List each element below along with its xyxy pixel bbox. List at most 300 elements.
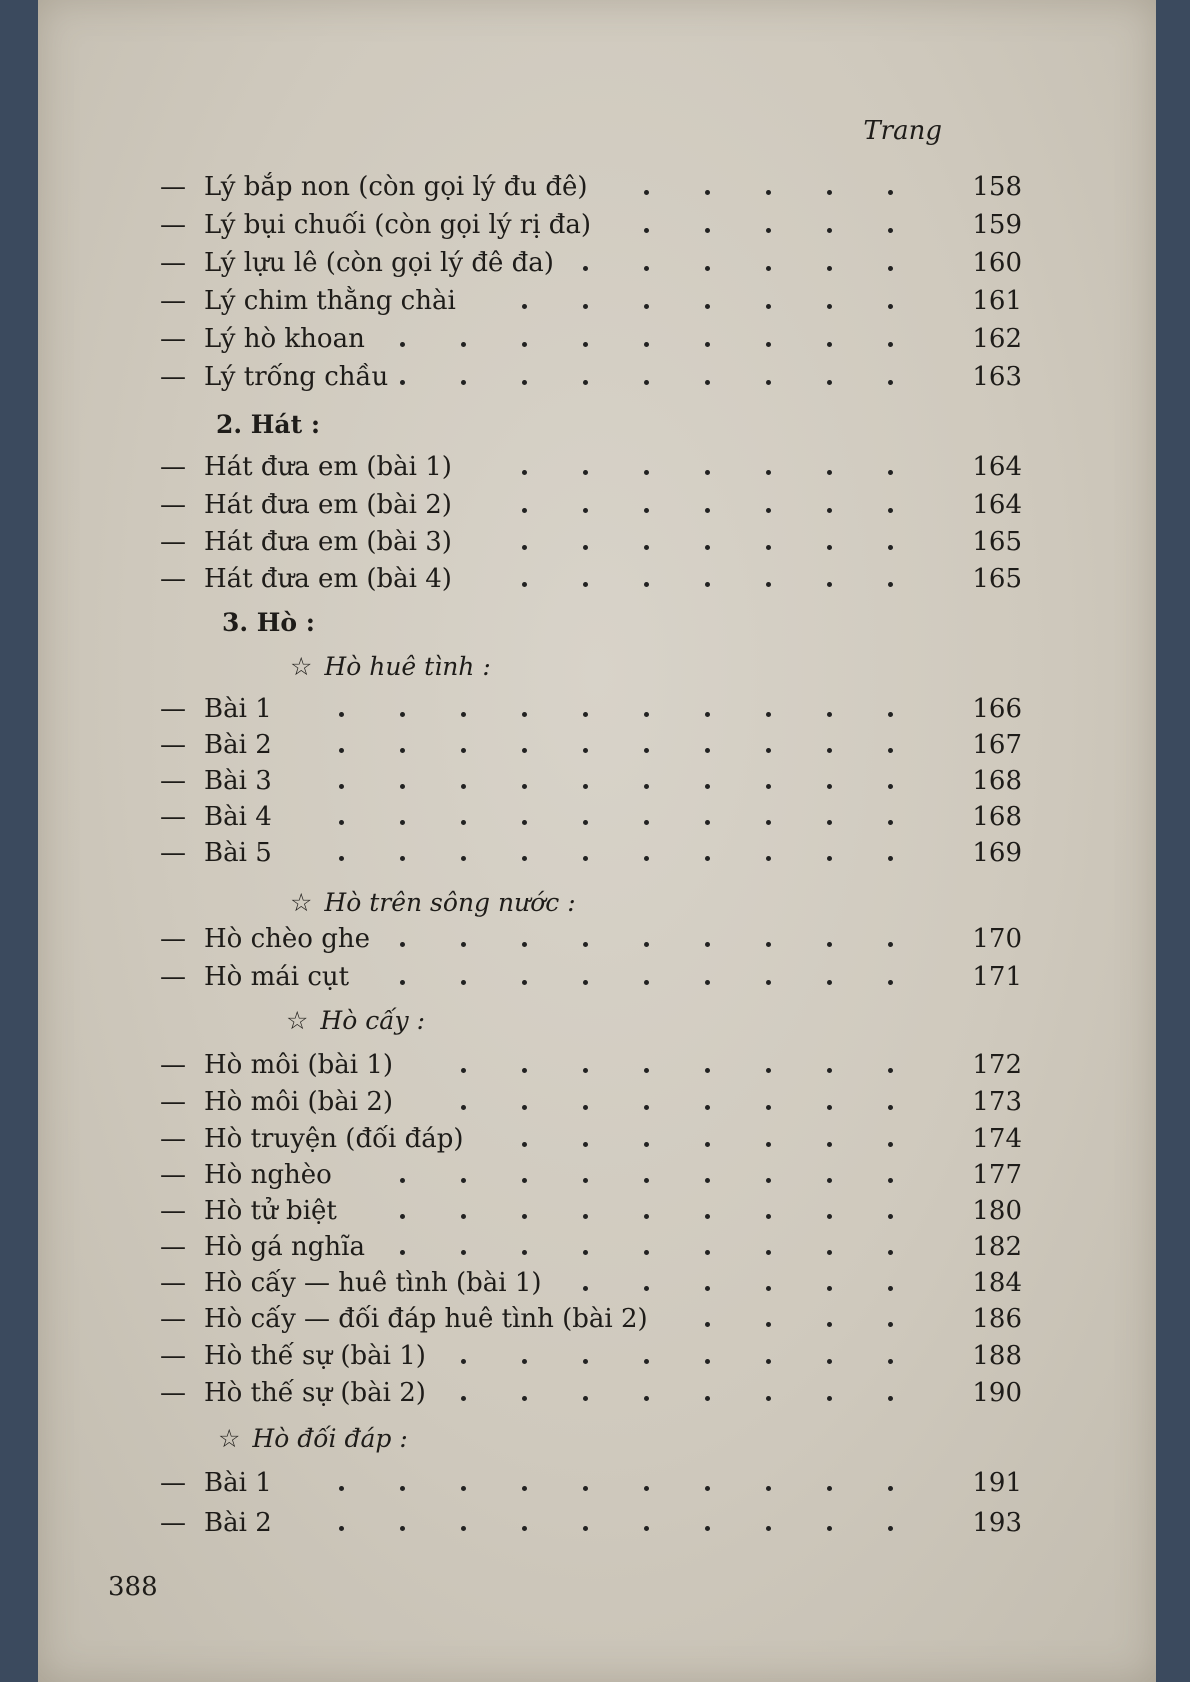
leader-dots [160, 1134, 1000, 1154]
leader-dot [705, 508, 710, 513]
toc-entry [160, 172, 1030, 210]
leader-dot [827, 582, 832, 587]
toc-entry [160, 924, 1030, 962]
leader-dot [705, 1178, 710, 1183]
leader-dot [705, 266, 710, 271]
entry-dash: — [160, 1196, 186, 1226]
entry-dash: — [160, 766, 186, 796]
entry-dash: — [160, 172, 186, 202]
leader-dot [827, 712, 832, 717]
leader-dot [522, 820, 527, 825]
leader-dot [644, 1105, 649, 1110]
leader-dot [583, 380, 588, 385]
toc-entry [160, 766, 1030, 804]
leader-dot [644, 1178, 649, 1183]
leader-dot [461, 1068, 466, 1073]
leader-dot [705, 856, 710, 861]
entry-title: Hò gá nghĩa [204, 1232, 365, 1262]
leader-dot [461, 1250, 466, 1255]
page-number: 388 [108, 1572, 158, 1602]
leader-dots [160, 500, 1000, 520]
leader-dot [522, 342, 527, 347]
entry-title: Hò mái cụt [204, 962, 350, 992]
entry-title: Hò môi (bài 2) [204, 1087, 394, 1117]
entry-dash: — [160, 1468, 186, 1498]
leader-dot [827, 1250, 832, 1255]
toc-entry [160, 1232, 1030, 1270]
section-heading-hat: 2. Hát : [216, 410, 321, 439]
toc-entry [160, 838, 1030, 876]
leader-dot [705, 1359, 710, 1364]
toc-entry [160, 452, 1030, 490]
leader-dot [583, 856, 588, 861]
leader-dot [827, 748, 832, 753]
leader-dot [888, 228, 893, 233]
leader-dot [705, 470, 710, 475]
leader-dot [339, 784, 344, 789]
leader-dots [160, 812, 1000, 832]
leader-dot [705, 545, 710, 550]
toc-entry [160, 1378, 1030, 1416]
leader-dot [766, 1178, 771, 1183]
leader-dots [160, 462, 1000, 482]
leader-dot [461, 1214, 466, 1219]
leader-dot [522, 470, 527, 475]
leader-dot [766, 1068, 771, 1073]
leader-dot [766, 1286, 771, 1291]
entry-title: Hò môi (bài 1) [204, 1050, 394, 1080]
entry-page-number: 158 [972, 172, 1022, 202]
entry-title: Hò thế sự (bài 1) [204, 1341, 426, 1371]
leader-dot [705, 980, 710, 985]
leader-dot [583, 980, 588, 985]
leader-dot [888, 1526, 893, 1531]
leader-dot [888, 1396, 893, 1401]
leader-dot [339, 856, 344, 861]
entry-dash: — [160, 1268, 186, 1298]
leader-dot [766, 1486, 771, 1491]
leader-dot [644, 856, 649, 861]
leader-dot [522, 1359, 527, 1364]
leader-dot [888, 508, 893, 513]
leader-dot [461, 1359, 466, 1364]
leader-dot [888, 748, 893, 753]
table-of-contents [38, 0, 1156, 1682]
leader-dot [583, 304, 588, 309]
leader-dots [160, 740, 1000, 760]
entry-title: Bài 1 [204, 1468, 272, 1498]
leader-dot [827, 228, 832, 233]
leader-dot [400, 1486, 405, 1491]
leader-dot [522, 1486, 527, 1491]
leader-dot [461, 748, 466, 753]
leader-dot [766, 508, 771, 513]
leader-dot [705, 1250, 710, 1255]
leader-dot [644, 1359, 649, 1364]
leader-dot [583, 508, 588, 513]
leader-dots [160, 537, 1000, 557]
leader-dot [888, 712, 893, 717]
entry-dash: — [160, 1087, 186, 1117]
star-icon: ☆ [290, 888, 313, 917]
leader-dot [461, 942, 466, 947]
leader-dot [705, 342, 710, 347]
leader-dots [160, 1242, 1000, 1262]
leader-dot [400, 942, 405, 947]
entry-title: Lý chim thằng chài [204, 286, 456, 316]
leader-dot [644, 1286, 649, 1291]
leader-dot [766, 304, 771, 309]
page-column-label: Trang [863, 116, 942, 146]
toc-entry [160, 730, 1030, 768]
star-icon: ☆ [290, 652, 313, 681]
leader-dot [461, 1526, 466, 1531]
leader-dot [827, 508, 832, 513]
leader-dot [705, 1322, 710, 1327]
leader-dot [827, 784, 832, 789]
leader-dot [705, 1068, 710, 1073]
leader-dot [766, 980, 771, 985]
entry-dash: — [160, 1341, 186, 1371]
leader-dot [766, 820, 771, 825]
star-icon: ☆ [218, 1424, 241, 1453]
leader-dot [400, 1178, 405, 1183]
leader-dot [461, 820, 466, 825]
leader-dot [644, 508, 649, 513]
leader-dots [160, 1351, 1000, 1371]
entry-dash: — [160, 452, 186, 482]
leader-dot [705, 1396, 710, 1401]
leader-dots [160, 296, 1000, 316]
toc-entry [160, 286, 1030, 324]
leader-dot [583, 1396, 588, 1401]
entry-title: Lý bắp non (còn gọi lý đu đê) [204, 172, 588, 202]
entry-page-number: 165 [972, 527, 1022, 557]
entry-page-number: 171 [972, 962, 1022, 992]
entry-title: Hò thế sự (bài 2) [204, 1378, 426, 1408]
leader-dot [888, 304, 893, 309]
leader-dot [827, 304, 832, 309]
leader-dot [888, 980, 893, 985]
leader-dots [160, 1170, 1000, 1190]
entry-dash: — [160, 730, 186, 760]
leader-dot [461, 980, 466, 985]
leader-dot [644, 380, 649, 385]
leader-dot [522, 1526, 527, 1531]
leader-dot [400, 980, 405, 985]
leader-dots [160, 776, 1000, 796]
leader-dot [583, 820, 588, 825]
entry-page-number: 182 [972, 1232, 1022, 1262]
leader-dot [339, 712, 344, 717]
entry-page-number: 180 [972, 1196, 1022, 1226]
leader-dot [705, 1486, 710, 1491]
leader-dot [766, 942, 771, 947]
leader-dot [339, 1486, 344, 1491]
leader-dot [583, 1359, 588, 1364]
leader-dot [400, 1526, 405, 1531]
leader-dot [583, 1142, 588, 1147]
toc-entry [160, 1160, 1030, 1198]
leader-dot [888, 784, 893, 789]
leader-dot [888, 380, 893, 385]
leader-dot [827, 1396, 832, 1401]
leader-dot [522, 1178, 527, 1183]
leader-dot [339, 1526, 344, 1531]
entry-page-number: 186 [972, 1304, 1022, 1334]
entry-dash: — [160, 838, 186, 868]
leader-dot [766, 228, 771, 233]
subsection-label: Hò huê tình : [324, 652, 491, 681]
entry-title: Lý lựu lê (còn gọi lý đê đa) [204, 248, 554, 278]
leader-dot [400, 748, 405, 753]
section-heading-ho: 3. Hò : [222, 608, 316, 637]
toc-entry [160, 1508, 1030, 1546]
leader-dot [461, 1396, 466, 1401]
leader-dot [705, 1526, 710, 1531]
leader-dot [644, 190, 649, 195]
leader-dot [400, 784, 405, 789]
entry-title: Hò tử biệt [204, 1196, 337, 1226]
entry-page-number: 170 [972, 924, 1022, 954]
leader-dot [400, 380, 405, 385]
leader-dot [461, 784, 466, 789]
leader-dot [339, 820, 344, 825]
entry-title: Hát đưa em (bài 1) [204, 452, 452, 482]
entry-title: Hò cấy — huê tình (bài 1) [204, 1268, 542, 1298]
leader-dot [827, 980, 832, 985]
leader-dot [888, 470, 893, 475]
leader-dot [705, 190, 710, 195]
entry-title: Lý hò khoan [204, 324, 365, 354]
entry-dash: — [160, 802, 186, 832]
leader-dot [644, 582, 649, 587]
leader-dot [522, 304, 527, 309]
leader-dot [766, 1526, 771, 1531]
leader-dot [766, 1142, 771, 1147]
leader-dot [827, 1526, 832, 1531]
leader-dots [160, 1518, 1000, 1538]
leader-dots [160, 972, 1000, 992]
leader-dot [644, 545, 649, 550]
leader-dot [827, 190, 832, 195]
leader-dot [705, 1105, 710, 1110]
leader-dot [461, 380, 466, 385]
leader-dot [766, 856, 771, 861]
entry-page-number: 162 [972, 324, 1022, 354]
leader-dot [888, 1322, 893, 1327]
leader-dot [888, 1142, 893, 1147]
leader-dot [644, 942, 649, 947]
leader-dot [522, 712, 527, 717]
entry-page-number: 174 [972, 1124, 1022, 1154]
leader-dot [827, 470, 832, 475]
leader-dot [644, 1396, 649, 1401]
entry-title: Hát đưa em (bài 2) [204, 490, 452, 520]
star-icon: ☆ [286, 1006, 309, 1035]
leader-dot [522, 508, 527, 513]
leader-dot [827, 380, 832, 385]
leader-dot [888, 1250, 893, 1255]
leader-dots [160, 1060, 1000, 1080]
leader-dot [705, 304, 710, 309]
entry-dash: — [160, 1232, 186, 1262]
entry-title: Bài 5 [204, 838, 272, 868]
leader-dot [827, 1105, 832, 1110]
entry-dash: — [160, 210, 186, 240]
entry-dash: — [160, 694, 186, 724]
entry-page-number: 173 [972, 1087, 1022, 1117]
leader-dots [160, 372, 1000, 392]
entry-dash: — [160, 1160, 186, 1190]
leader-dot [461, 856, 466, 861]
leader-dot [766, 582, 771, 587]
leader-dot [522, 1214, 527, 1219]
entry-title: Bài 1 [204, 694, 272, 724]
entry-page-number: 190 [972, 1378, 1022, 1408]
leader-dot [766, 1250, 771, 1255]
toc-entry [160, 362, 1030, 400]
toc-entry [160, 527, 1030, 565]
leader-dot [583, 1486, 588, 1491]
toc-entry [160, 210, 1030, 248]
leader-dots [160, 574, 1000, 594]
leader-dot [827, 545, 832, 550]
entry-dash: — [160, 527, 186, 557]
leader-dot [400, 1250, 405, 1255]
toc-entry [160, 248, 1030, 286]
leader-dot [888, 1286, 893, 1291]
leader-dot [644, 1250, 649, 1255]
entry-dash: — [160, 564, 186, 594]
leader-dot [522, 1250, 527, 1255]
subsection-label: Hò đối đáp : [252, 1424, 408, 1453]
leader-dot [766, 545, 771, 550]
leader-dot [827, 856, 832, 861]
leader-dot [644, 712, 649, 717]
leader-dot [583, 1105, 588, 1110]
leader-dots [160, 220, 1000, 240]
leader-dot [705, 942, 710, 947]
entry-dash: — [160, 1378, 186, 1408]
toc-entry [160, 1468, 1030, 1506]
leader-dot [461, 712, 466, 717]
entry-page-number: 159 [972, 210, 1022, 240]
leader-dot [766, 1359, 771, 1364]
leader-dot [705, 380, 710, 385]
entry-dash: — [160, 1124, 186, 1154]
entry-dash: — [160, 1050, 186, 1080]
leader-dot [583, 470, 588, 475]
leader-dot [705, 582, 710, 587]
leader-dot [400, 820, 405, 825]
toc-entry [160, 490, 1030, 528]
entry-dash: — [160, 962, 186, 992]
toc-entry [160, 324, 1030, 362]
leader-dot [827, 1486, 832, 1491]
leader-dot [888, 856, 893, 861]
leader-dot [522, 748, 527, 753]
leader-dot [827, 1214, 832, 1219]
leader-dots [160, 182, 1000, 202]
entry-page-number: 167 [972, 730, 1022, 760]
entry-page-number: 164 [972, 452, 1022, 482]
entry-dash: — [160, 362, 186, 392]
toc-entry [160, 1304, 1030, 1342]
entry-dash: — [160, 1304, 186, 1334]
entry-page-number: 193 [972, 1508, 1022, 1538]
leader-dots [160, 258, 1000, 278]
leader-dot [705, 1214, 710, 1219]
toc-entry [160, 1087, 1030, 1125]
leader-dots [160, 1278, 1000, 1298]
leader-dots [160, 1388, 1000, 1408]
leader-dot [522, 380, 527, 385]
leader-dot [705, 784, 710, 789]
leader-dot [522, 582, 527, 587]
subsection-heo-hue-tinh [290, 652, 491, 681]
leader-dot [644, 980, 649, 985]
subsection-ho-tren-song-nuoc [290, 888, 576, 917]
leader-dot [522, 1068, 527, 1073]
leader-dot [461, 1486, 466, 1491]
leader-dot [644, 820, 649, 825]
entry-title: Hát đưa em (bài 3) [204, 527, 452, 557]
leader-dots [160, 1314, 1000, 1334]
leader-dot [583, 1250, 588, 1255]
leader-dot [705, 1142, 710, 1147]
leader-dot [766, 1214, 771, 1219]
toc-entry [160, 1341, 1030, 1379]
leader-dots [160, 334, 1000, 354]
leader-dot [705, 712, 710, 717]
leader-dot [766, 342, 771, 347]
leader-dots [160, 1097, 1000, 1117]
leader-dot [888, 582, 893, 587]
leader-dot [827, 342, 832, 347]
entry-page-number: 169 [972, 838, 1022, 868]
leader-dot [827, 1142, 832, 1147]
entry-dash: — [160, 286, 186, 316]
leader-dot [461, 1105, 466, 1110]
leader-dot [888, 942, 893, 947]
leader-dot [827, 266, 832, 271]
leader-dot [888, 820, 893, 825]
leader-dot [522, 1142, 527, 1147]
leader-dots [160, 1478, 1000, 1498]
leader-dot [766, 748, 771, 753]
leader-dot [644, 1068, 649, 1073]
toc-entry [160, 1268, 1030, 1306]
leader-dot [583, 942, 588, 947]
leader-dot [705, 748, 710, 753]
entry-title: Bài 4 [204, 802, 272, 832]
leader-dot [522, 856, 527, 861]
leader-dot [827, 1068, 832, 1073]
leader-dot [888, 1486, 893, 1491]
toc-entry [160, 694, 1030, 732]
leader-dot [888, 1359, 893, 1364]
leader-dot [400, 342, 405, 347]
leader-dot [583, 784, 588, 789]
leader-dot [583, 582, 588, 587]
leader-dot [644, 228, 649, 233]
leader-dots [160, 934, 1000, 954]
leader-dot [888, 1105, 893, 1110]
toc-entry [160, 1050, 1030, 1088]
entry-dash: — [160, 324, 186, 354]
leader-dot [522, 980, 527, 985]
